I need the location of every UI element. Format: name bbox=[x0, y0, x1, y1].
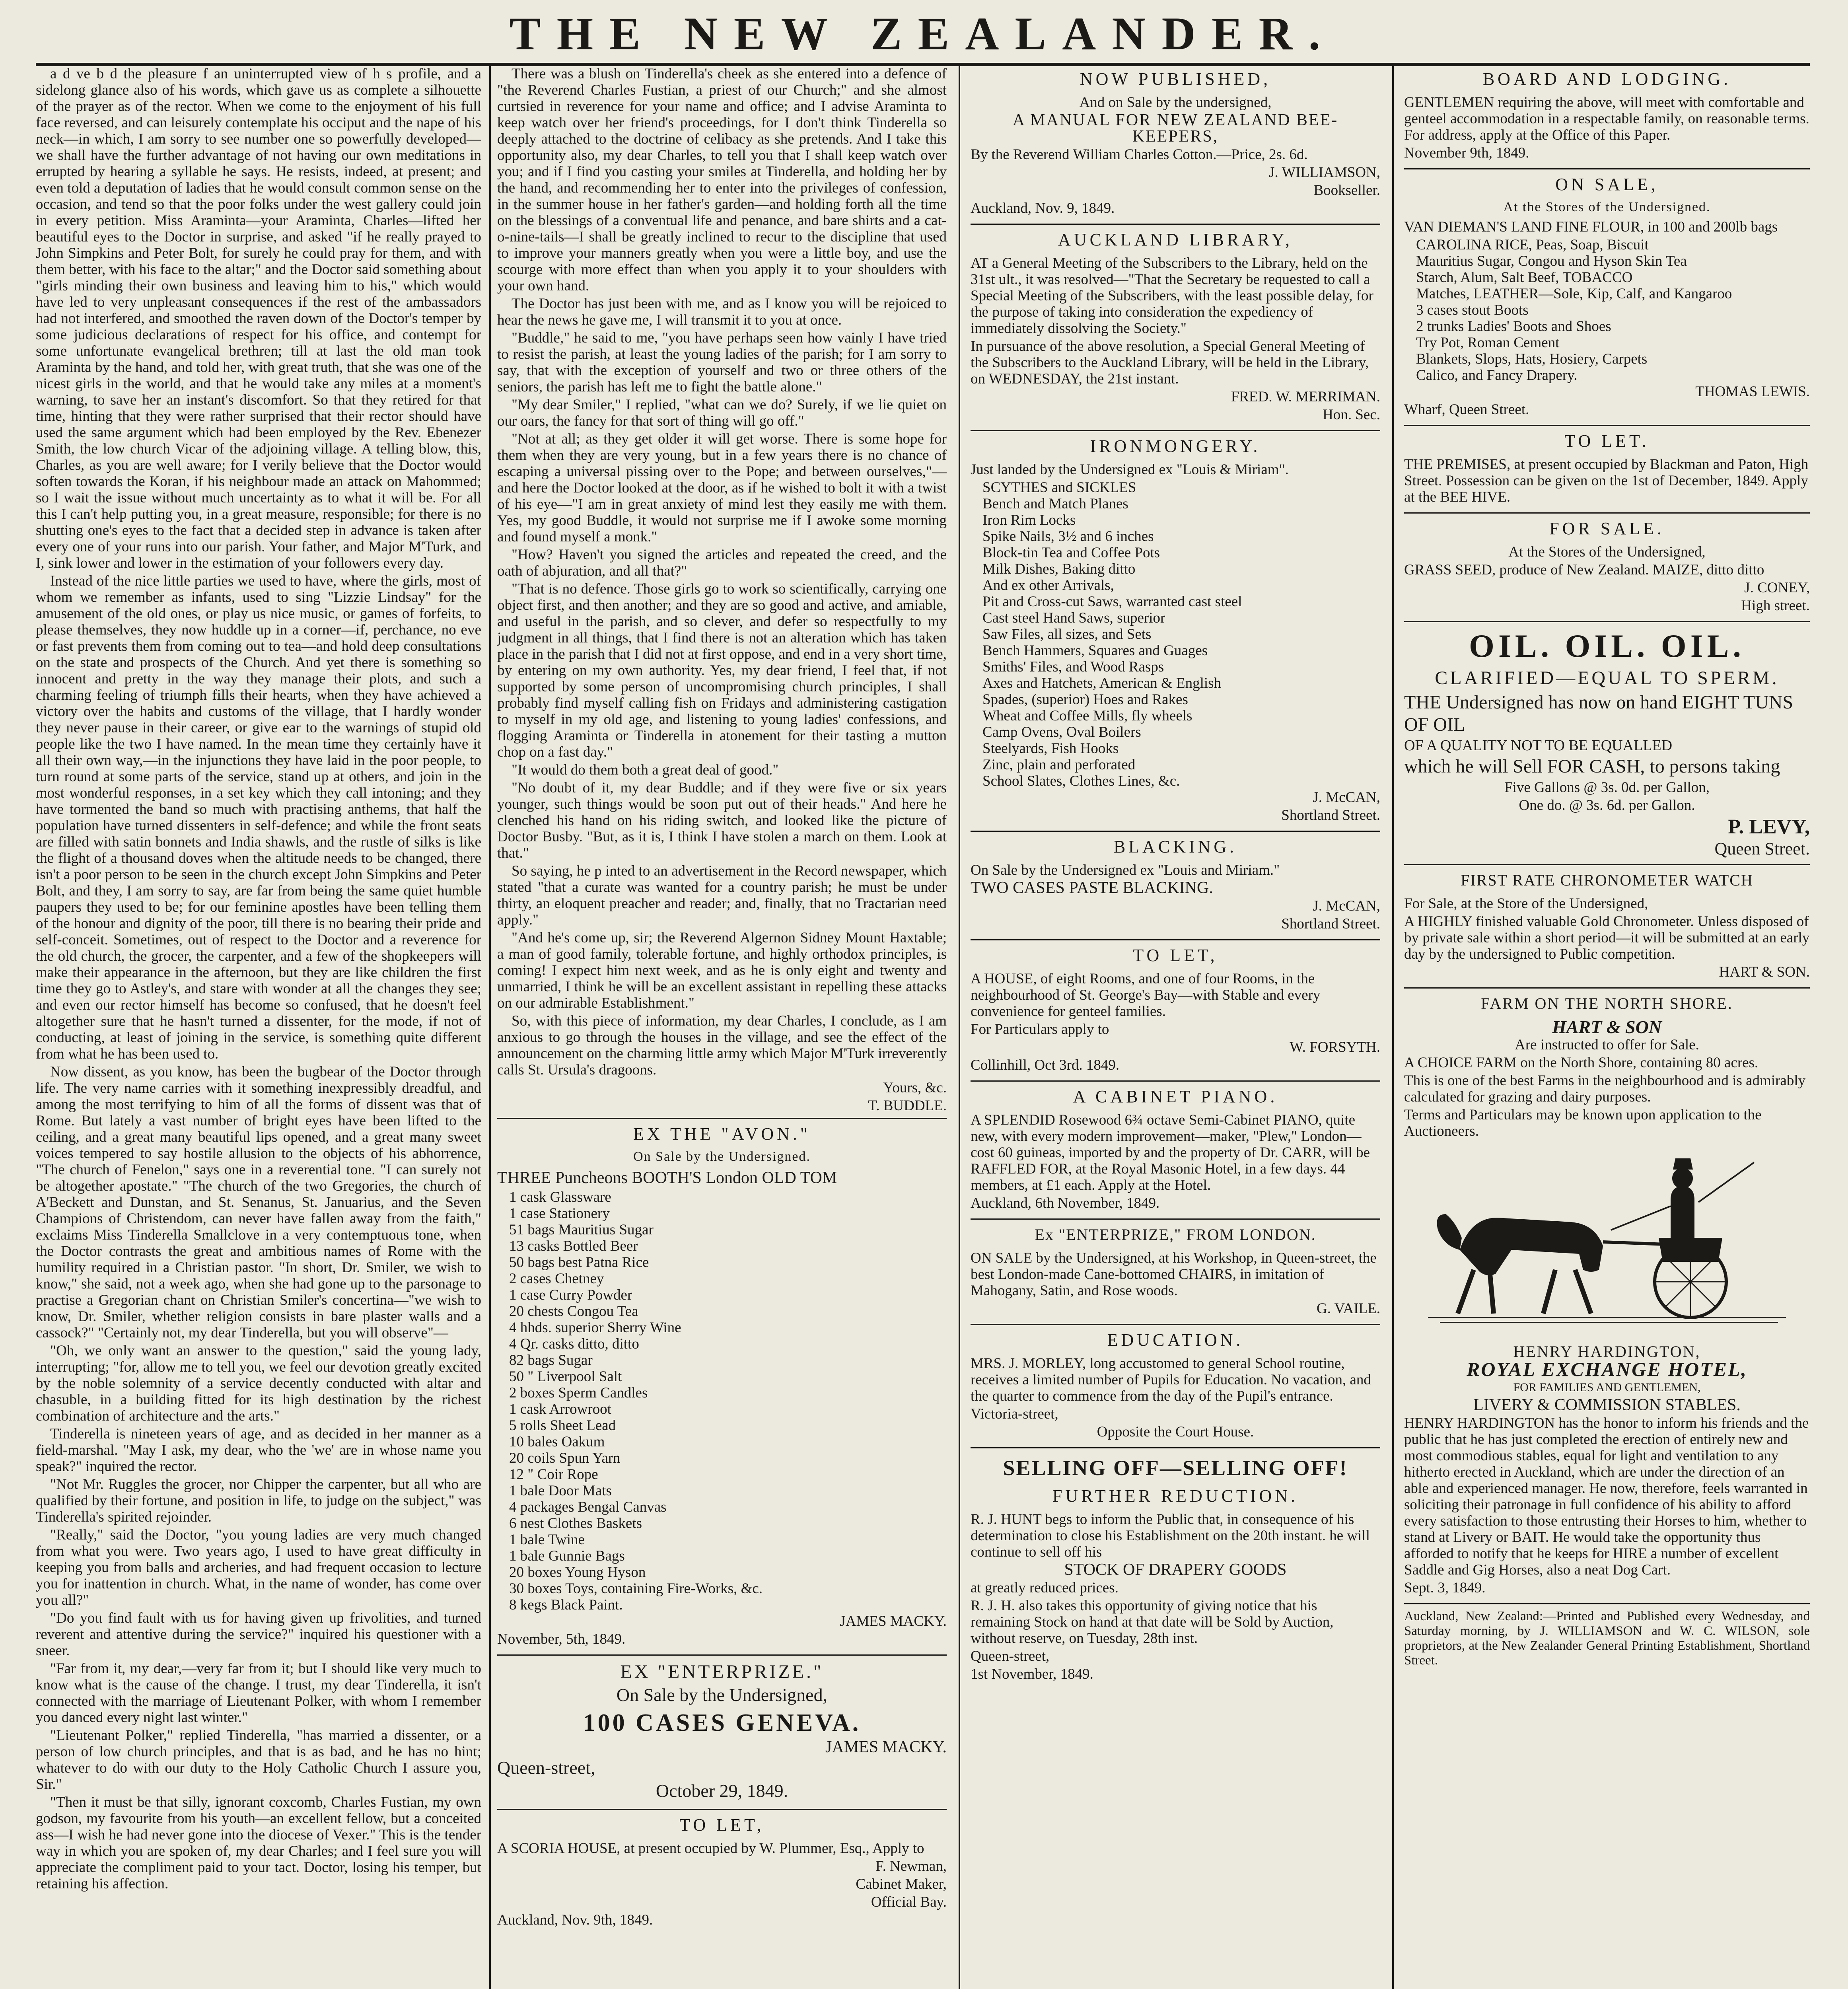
ad-signature: J. WILLIAMSON, bbox=[1269, 164, 1380, 181]
ad-heading: Ex "ENTERPRIZE," FROM LONDON. bbox=[1035, 1226, 1316, 1244]
ad-body: GENTLEMEN requiring the above, will meet with comfortable and genteel accommodation in a respectable family, on reasonable terms. For address, apply at the Office of this Paper. bbox=[1404, 94, 1809, 143]
ad-heading: NOW PUBLISHED, bbox=[1080, 69, 1271, 89]
ad-blacking bbox=[971, 837, 1380, 932]
ad-signature: P. LEVY, bbox=[1728, 815, 1810, 838]
divider bbox=[1404, 425, 1810, 426]
ad-subheading: CLARIFIED—EQUAL TO SPERM. bbox=[1435, 668, 1779, 689]
goods-list bbox=[1404, 237, 1810, 383]
ad-education bbox=[971, 1330, 1380, 1440]
article-paragraph: "Far from it, my dear,—very far from it; but I should like very much to know what is the cause of the change. I trust, my dear Tinderella, it isn't connected with the marriage of Lieutenant Polker, with whom I remember you danced every night last winter." bbox=[36, 1660, 481, 1726]
ad-farm bbox=[1404, 993, 1810, 1139]
ad-address: High street. bbox=[1741, 597, 1810, 614]
ad-body: at greatly reduced prices. bbox=[971, 1580, 1119, 1596]
list-item: Milk Dishes, Baking ditto bbox=[982, 561, 1136, 577]
ad-signature: THOMAS LEWIS. bbox=[1695, 383, 1810, 400]
ad-heading: OIL. OIL. OIL. bbox=[1469, 628, 1745, 664]
column-divider bbox=[489, 66, 491, 1989]
ad-to-let-house bbox=[971, 945, 1380, 1073]
ad-subheading: On Sale by the Undersigned. bbox=[633, 1149, 811, 1164]
list-item: Smiths' Files, and Wood Rasps bbox=[982, 659, 1164, 675]
imprint-footer bbox=[1404, 1609, 1810, 1668]
list-item: Blankets, Slops, Hats, Hosiery, Carpets bbox=[1416, 351, 1648, 367]
list-item: 4 packages Bengal Canvas bbox=[509, 1499, 667, 1515]
hotel-for: FOR FAMILIES AND GENTLEMEN, bbox=[1513, 1381, 1701, 1394]
divider bbox=[1404, 987, 1810, 989]
ad-address: Shortland Street. bbox=[1281, 807, 1380, 823]
column-2 bbox=[497, 66, 947, 1989]
ad-signature: HART & SON. bbox=[1719, 964, 1810, 980]
ad-body: GRASS SEED, produce of New Zealand. MAIZE, ditto ditto bbox=[1404, 562, 1764, 578]
ad-body: For Particulars apply to bbox=[971, 1021, 1109, 1037]
ad-address: Shortland Street. bbox=[1281, 916, 1380, 932]
ad-intro: Just landed by the Undersigned ex "Louis & Miriam". bbox=[971, 461, 1289, 478]
ad-selling-off bbox=[971, 1453, 1380, 1682]
ad-body: R. J. H. also takes this opportunity of giving notice that his remaining Stock on hand at that date will be Sold by Auction, without reserve, on Tuesday, 28th inst. bbox=[971, 1598, 1334, 1646]
ad-heading: EX THE "AVON." bbox=[633, 1124, 811, 1144]
list-item: And ex other Arrivals, bbox=[982, 577, 1114, 594]
ad-ironmongery bbox=[971, 436, 1380, 823]
divider bbox=[497, 1118, 947, 1119]
ad-body: ON SALE by the Undersigned, at his Workshop, in Queen-street, the best London-made Cane-bottomed CHAIRS, in imitation of Mahogany, Satin, and Rose woods. bbox=[971, 1250, 1377, 1299]
ad-address: Victoria-street, bbox=[971, 1406, 1058, 1422]
divider bbox=[971, 1324, 1380, 1325]
list-item: Saw Files, all sizes, and Sets bbox=[982, 626, 1152, 642]
ad-subheading: For Sale, at the Store of the Undersigned, bbox=[1404, 895, 1648, 912]
ad-price: One do. @ 3s. 6d. per Gallon. bbox=[1519, 797, 1695, 814]
ad-heading: BLACKING. bbox=[1113, 837, 1237, 856]
ad-heading: TO LET, bbox=[679, 1815, 764, 1835]
ad-title: A MANUAL FOR NEW ZEALAND BEE-KEEPERS, bbox=[1012, 111, 1338, 146]
article-paragraph: "My dear Smiler," I replied, "what can we do? Surely, if we lie quiet on our oars, the fancy for that sort of thing will go off." bbox=[497, 397, 947, 429]
ad-cabinet-piano bbox=[971, 1086, 1380, 1211]
list-item: School Slates, Clothes Lines, &c. bbox=[982, 773, 1180, 789]
ad-signature: W. FORSYTH. bbox=[1290, 1039, 1380, 1055]
ad-body: MRS. J. MORLEY, long accustomed to general School routine, receives a limited number of Pupils for Education. No vacation, and the quarter to commence from the day of the Pupil's entrance. bbox=[971, 1355, 1371, 1404]
list-item: CAROLINA RICE, Peas, Soap, Biscuit bbox=[1416, 237, 1649, 253]
ad-date: Auckland, Nov. 9, 1849. bbox=[971, 200, 1115, 216]
list-item: 10 bales Oakum bbox=[509, 1434, 605, 1450]
divider bbox=[971, 1447, 1380, 1448]
divider bbox=[1404, 168, 1810, 169]
ad-date: November 9th, 1849. bbox=[1404, 145, 1529, 161]
ad-to-let-premises bbox=[1404, 431, 1810, 505]
divider bbox=[497, 1809, 947, 1810]
list-item: 3 cases stout Boots bbox=[1416, 302, 1529, 318]
article-paragraph: "That is no defence. Those girls go to work so scientifically, carrying one object first, and then another; and they are so good and active, and amiable, and useful in the parish, and so clever, and defer so respectfully to my judgment in all things, that I find there is not an alteration which has taken place in the parish that I did not at first oppose, and end in a very short time, by entering on my own authority. Yes, my dear friend, I feel that, if not supported by some person of uncompromising church principles, I shall probably find myself calling fish on Fridays and administering castigation to myself in my old age, and listening to young ladies' confessions, and flogging Araminta or Tinderella in atonement for their tasting a mutton chop on a fast day." bbox=[497, 581, 947, 760]
list-item: 50 " Liverpool Salt bbox=[509, 1368, 622, 1385]
ad-signature: G. VAILE. bbox=[1317, 1300, 1380, 1317]
hotel-title: ROYAL EXCHANGE HOTEL, bbox=[1466, 1358, 1748, 1380]
ad-bee-keepers bbox=[971, 69, 1380, 216]
ad-grass-seed bbox=[1404, 518, 1810, 614]
ad-role: Bookseller. bbox=[1313, 182, 1380, 199]
ad-chronometer bbox=[1404, 870, 1810, 980]
letter-signature: T. BUDDLE. bbox=[868, 1098, 947, 1114]
ad-chairs bbox=[971, 1224, 1380, 1317]
ad-body: A HIGHLY finished valuable Gold Chronometer. Unless disposed of by private sale within a short period—it will be submitted at an early day by the undersigned to Public competition. bbox=[1404, 913, 1810, 962]
ad-heading: IRONMONGERY. bbox=[1090, 436, 1261, 456]
ad-heading: FOR SALE. bbox=[1549, 519, 1665, 538]
ad-signature: J. McCAN, bbox=[1313, 898, 1380, 914]
divider bbox=[497, 1654, 947, 1656]
ad-product: 100 CASES GENEVA. bbox=[583, 1709, 861, 1736]
list-item: 4 hhds. superior Sherry Wine bbox=[509, 1320, 681, 1336]
list-item: 20 chests Congou Tea bbox=[509, 1303, 638, 1320]
ad-ex-enterprize bbox=[497, 1660, 947, 1802]
article-paragraph: "No doubt of it, my dear Buddle; and if they were five or six years younger, such things would be soon put out of their heads." And here he clenched his hand on his riding switch, and looked like the picture of Doctor Busby. "But, as it is, I think I have stolen a march on them. Look at that." bbox=[497, 780, 947, 861]
ad-subheading: Are instructed to offer for Sale. bbox=[1515, 1037, 1699, 1053]
ad-body: By the Reverend William Charles Cotton.—Price, 2s. 6d. bbox=[971, 146, 1308, 163]
article-paragraph: "Then it must be that silly, ignorant coxcomb, Charles Fustian, my own godson, my favourite from his youth—an excellent fellow, but a conceited ass—I wish he had never gone into the diocese of Vexer." This is the tender way in which you are spoken of, my dear Charles; and I feel sure you will appreciate the compliment paid to your tact. Doctor, losing his temper, but retaining his affection. bbox=[36, 1794, 481, 1892]
article-continued bbox=[497, 66, 947, 1114]
ad-body: A SPLENDID Rosewood 6¾ octave Semi-Cabinet PIANO, quite new, with every modern improvement—maker, "Plew," London—cost 60 guineas, imported by and the property of Dr. CARR, will be RAFFLED FOR, at the Royal Masonic Hotel, in a few days. 44 members, at £1 each. Apply at the Hotel. bbox=[971, 1112, 1370, 1193]
ad-date: October 29, 1849. bbox=[656, 1781, 788, 1801]
ad-signature: Official Bay. bbox=[871, 1894, 947, 1910]
list-item: Try Pot, Roman Cement bbox=[1416, 335, 1560, 351]
divider bbox=[971, 224, 1380, 225]
list-item: Starch, Alum, Salt Beef, TOBACCO bbox=[1416, 269, 1633, 286]
ad-body: THE Undersigned has now on hand EIGHT TUNS OF OIL bbox=[1404, 692, 1794, 735]
ad-royal-exchange-hotel bbox=[1404, 1146, 1810, 1596]
article-paragraph: "It would do them both a great deal of good." bbox=[512, 762, 779, 778]
ad-body: OF A QUALITY NOT TO BE EQUALLED bbox=[1404, 737, 1673, 754]
ad-role: Hon. Sec. bbox=[1323, 407, 1380, 423]
ad-signature: Cabinet Maker, bbox=[856, 1876, 947, 1892]
list-item: 2 boxes Sperm Candles bbox=[509, 1385, 648, 1401]
goods-list bbox=[497, 1189, 947, 1613]
ad-heading: BOARD AND LODGING. bbox=[1482, 69, 1731, 89]
ad-date: Collinhill, Oct 3rd. 1849. bbox=[971, 1057, 1120, 1073]
list-item: 2 trunks Ladies' Boots and Shoes bbox=[1416, 318, 1611, 335]
list-item: Wheat and Coffee Mills, fly wheels bbox=[982, 708, 1192, 724]
list-item: 5 rolls Sheet Lead bbox=[509, 1417, 616, 1434]
list-item: 2 cases Chetney bbox=[509, 1271, 604, 1287]
ad-heading: AUCKLAND LIBRARY, bbox=[1058, 230, 1293, 249]
ad-heading: EX "ENTERPRIZE." bbox=[620, 1661, 824, 1682]
ad-body: R. J. HUNT begs to inform the Public that, in consequence of his determination to close his Establishment on the 20th instant. he will continue to sell off his bbox=[971, 1511, 1370, 1560]
list-item: Matches, LEATHER—Sole, Kip, Calf, and Kangaroo bbox=[1416, 286, 1732, 302]
list-item: 1 case Stationery bbox=[509, 1205, 610, 1222]
divider bbox=[971, 939, 1380, 940]
ad-address: Queen Street. bbox=[1714, 839, 1810, 858]
ad-board-lodging bbox=[1404, 69, 1810, 161]
ad-heading: A CABINET PIANO. bbox=[1073, 1087, 1278, 1106]
list-item: Bench and Match Planes bbox=[982, 496, 1128, 512]
ad-signature: F. Newman, bbox=[875, 1858, 947, 1874]
ad-subheading: At the Stores of the Undersigned, bbox=[1508, 544, 1706, 560]
column-divider bbox=[959, 66, 960, 1989]
column-1-article bbox=[36, 66, 481, 1989]
article-paragraph: "Not at all; as they get older it will get worse. There is some hope for them when they are very young, but in a few years there is no chance of escaping a universal pissing over to the Pope; and between ourselves,"—and here the Doctor looked at the door, as if he wished to bolt it with a twist of his eye—"I am in great anxiety of mind lest they easily me with them. Yes, my good Buddle, it would not surprise me if I awoke some morning and found myself a monk." bbox=[497, 431, 947, 545]
article-paragraph: Instead of the nice little parties we used to have, where the girls, most of whom we remember as infants, used to sing "Lizzie Lindsay" for the amusement of the old ones, or play us nice music, or games of forfeits, to please themselves, they now huddle up in a corner—if, perchance, no eve or fast prevents them from coming out to tea—and hold deep consultations on the state and prospects of the Church. And yet there is something so innocent and pretty in the way they manage their plots, and such a charming feeling of triumph fills their hearts, when they have achieved a victory over the habits and customs of the village, that I hardly wonder they never pause in their career, or give ear to the warnings of stupid old people like the two I have named. In the mean time they certainly have it all their own way,—in the injunctions they have laid in the poor people, to turn round at some parts of the service, stand up at others, and join in the most wonderful responses, in a set key which they call intoning; and they have tormented the band so much with practising anthems, that half the population have turned dissenters in self-defence; and while the front seats are filled with satin bonnets and India shawls, and the rustle of silks is like the flight of a thousand doves when the altitude needs to be changed, there isn't a poor person to be seen in the church except John Simpkins and Peter Bolt, and they, I am sorry to say, are far from being the same quiet humble paupers they used to be; for our feminine apostles have been telling them of the honour and dignity of the poor, till there is no bearing their pride and self-conceit. Sometimes, out of respect to the Doctor and a reverence for the old church, the grocer, the carpenter, and a few of the shopkeepers will make their appearance in the afternoon, but they are like children the first time they go to Astley's, and stare with wonder at all the changes they see; and even our rector himself has become so confused, that he doesn't feel altogether sure that he hasn't turned a dissenter, for the mode, if not of conducting, at least of joining in the service, is something quite different from what he has been used to. bbox=[36, 573, 481, 1062]
list-item: Iron Rim Locks bbox=[982, 512, 1076, 528]
list-item: Bench Hammers, Squares and Guages bbox=[982, 642, 1208, 659]
ad-price: Five Gallons @ 3s. 0d. per Gallon, bbox=[1504, 779, 1710, 796]
list-item: 12 " Coir Rope bbox=[509, 1466, 598, 1483]
article-paragraph: "Oh, we only want an answer to the question," said the young lady, interrupting; "for, allow me to tell you, we feel our devotion greatly excited by the noble solemnity of a service decently conducted with altar and chasuble, in a building fitted for its high destination by the richest combination of architecture and the arts." bbox=[36, 1343, 481, 1424]
ad-date: Auckland, 6th November, 1849. bbox=[971, 1195, 1160, 1211]
list-item: 6 nest Clothes Baskets bbox=[509, 1515, 642, 1532]
hotel-stables: LIVERY & COMMISSION STABLES. bbox=[1473, 1396, 1741, 1414]
letter-closing: Yours, &c. bbox=[883, 1080, 947, 1096]
divider bbox=[1404, 1603, 1810, 1604]
ad-auckland-library bbox=[971, 230, 1380, 423]
list-item: 50 bags best Patna Rice bbox=[509, 1254, 649, 1271]
list-item: 30 boxes Toys, containing Fire-Works, &c. bbox=[509, 1580, 763, 1597]
ad-heading: TO LET. bbox=[1564, 431, 1650, 451]
ad-address: Queen-street, bbox=[497, 1757, 595, 1778]
list-item: Mauritius Sugar, Congou and Hyson Skin Tea bbox=[1416, 253, 1687, 269]
list-item: 1 bale Gunnie Bags bbox=[509, 1548, 625, 1564]
list-item: 1 cask Glassware bbox=[509, 1189, 611, 1205]
ad-firm: HART & SON bbox=[1552, 1017, 1662, 1037]
list-item: 20 boxes Young Hyson bbox=[509, 1564, 646, 1580]
ad-date: 1st November, 1849. bbox=[971, 1666, 1093, 1682]
ad-body: Terms and Particulars may be known upon application to the Auctioneers. bbox=[1404, 1107, 1762, 1139]
column-3 bbox=[971, 66, 1380, 1989]
masthead bbox=[36, 8, 1810, 60]
article-paragraph: So saying, he p inted to an advertisement in the Record newspaper, which stated "that a curate was wanted for a country parish; he must be under thirty, an eloquent preacher and reader; and, finally, that no Tractarian need apply." bbox=[497, 863, 947, 928]
ad-body: THE PREMISES, at present occupied by Blackman and Paton, High Street. Possession can be given on the 1st of December, 1849. Apply at the BEE HIVE. bbox=[1404, 456, 1809, 505]
horse-and-gig-engraving bbox=[1404, 1150, 1810, 1337]
list-item: Pit and Cross-cut Saws, warranted cast steel bbox=[982, 594, 1242, 610]
ad-body: A CHOICE FARM on the North Shore, containing 80 acres. bbox=[1404, 1055, 1759, 1071]
ad-ex-avon bbox=[497, 1124, 947, 1647]
ad-signature: JAMES MACKY. bbox=[825, 1738, 947, 1756]
ad-subheading: At the Stores of the Undersigned. bbox=[1503, 200, 1711, 214]
list-item: 82 bags Sugar bbox=[509, 1352, 593, 1368]
ad-line: On Sale by the Undersigned, bbox=[616, 1685, 828, 1705]
article-paragraph: Now dissent, as you know, has been the bugbear of the Doctor through life. The very name carries with it something inexpressibly dreadful, and among the most terrifying to him of all the forms of dissent was that of Rome. But lately a vast number of bright eyes have been lifted to the ceiling, and a great many beautiful lips opened, and a great many sweet voices tempered to say hostile allusion to the objects of his abhorrence, "The church of Fenelon," says one in a reverential tone. "I can surely not be altogether apostate." "The church of the two Gregories, the church of A'Beckett and Dunstan, and St. Senanus, St. Januarius, and the Seven Champions of Christendom, can never have fallen away from the faith," exclaims Miss Tinderella Smallclove in a very contemptuous tone, when the Doctor contrasts the great and ambitious names of Rome with the humility required in a Christian pastor. "In short, Dr. Smiler, we wish to know," she said, not a week ago, when she had gone up to the parsonage to practise a Gregorian chant on Christian Smiler's concertina—"we wish to know, Dr. Smiler, whether religion consists in bare plaster walls and a cassock?" "Certainly not, my dear Tinderella, but you will observe"— bbox=[36, 1064, 481, 1341]
ad-heading: FARM ON THE NORTH SHORE. bbox=[1481, 994, 1733, 1012]
list-item: Spades, (superior) Hoes and Rakes bbox=[982, 691, 1188, 708]
ad-heading: SELLING OFF—SELLING OFF! bbox=[1003, 1456, 1348, 1480]
newspaper-title: THE NEW ZEALANDER. bbox=[509, 8, 1336, 60]
ad-intro: THREE Puncheons BOOTH'S London OLD TOM bbox=[497, 1169, 837, 1187]
ad-body: HENRY HARDINGTON has the honor to inform his friends and the public that he has just completed the erection of entirely new and most commodious stables, equal for light and ventilation to any hitherto erected in Auckland, which are under the direction of an able and experienced manager. He now, therefore, feels warranted in soliciting their patronage in full confidence of his ability to afford every satisfaction to those entrusting their Horses to him, whether to stand at Livery or BAIT. He would take the opportunity thus afforded to notify that he keeps for HIRE a number of excellent Saddle and Gig Horses, also a neat Dog Cart. bbox=[1404, 1415, 1809, 1578]
ad-intro: On Sale by the Undersigned ex "Louis and Miriam." bbox=[971, 862, 1280, 878]
ad-signature: JAMES MACKY. bbox=[840, 1613, 947, 1629]
list-item: Zinc, plain and perforated bbox=[982, 757, 1136, 773]
ad-address: Opposite the Court House. bbox=[1097, 1424, 1254, 1440]
divider bbox=[971, 1218, 1380, 1220]
ad-heading: ON SALE, bbox=[1555, 175, 1659, 194]
ad-date: Sept. 3, 1849. bbox=[1404, 1580, 1486, 1596]
ad-body: A SCORIA HOUSE, at present occupied by W. Plummer, Esq., Apply to bbox=[497, 1840, 924, 1857]
divider bbox=[971, 1080, 1380, 1082]
article-paragraph: Tinderella is nineteen years of age, and as decided in her manner as a field-marshal. "May I ask, my dear, who the 'we' are in whose name you speak?" inquired the rector. bbox=[36, 1426, 481, 1475]
list-item: 51 bags Mauritius Sugar bbox=[509, 1222, 654, 1238]
divider bbox=[1404, 512, 1810, 514]
article-paragraph: "And he's come up, sir; the Reverend Algernon Sidney Mount Haxtable; a man of good family, tolerable fortune, and highly orthodox principles, is coming! I expect him next week, and as he is only eight and twenty and unmarried, I think he will be an excellent assistant in repelling these attacks on our admirable Establishment." bbox=[497, 930, 947, 1011]
ad-body: VAN DIEMAN'S LAND FINE FLOUR, in 100 and 200lb bags bbox=[1404, 219, 1778, 235]
ad-subheading: FURTHER REDUCTION. bbox=[1052, 1486, 1299, 1506]
divider bbox=[971, 430, 1380, 431]
article-paragraph: "Lieutenant Polker," replied Tinderella, "has married a dissenter, or a person of low church principles, and that is as bad, and he has no hint; whatever to do with our duty to the Holy Catholic Church I assure you, Sir." bbox=[36, 1727, 481, 1792]
divider bbox=[1404, 864, 1810, 865]
ad-heading: TO LET, bbox=[1133, 946, 1218, 965]
list-item: SCYTHES and SICKLES bbox=[982, 479, 1136, 496]
ad-address: Queen-street, bbox=[971, 1648, 1050, 1664]
ad-signature: J. McCAN, bbox=[1313, 789, 1380, 806]
list-item: Cast steel Hand Saws, superior bbox=[982, 610, 1165, 626]
list-item: 13 casks Bottled Beer bbox=[509, 1238, 638, 1254]
list-item: 1 cask Arrowroot bbox=[509, 1401, 611, 1417]
list-item: Axes and Hatchets, American & English bbox=[982, 675, 1222, 691]
ad-subheading: And on Sale by the undersigned, bbox=[1079, 94, 1272, 111]
article-paragraph: "Buddle," he said to me, "you have perhaps seen how vainly I have tried to resist the parish, at least the young ladies of the parish; for I am sorry to say, that with the exception of yourself and two or three others of the seniors, the parish has left me to fight the battle alone." bbox=[497, 330, 947, 395]
article-paragraph: "Not Mr. Ruggles the grocer, nor Chipper the carpenter, but all who are qualified by their fortune, and position in life, to judge on the subject," was Tinderella's spirited rejoinder. bbox=[36, 1476, 481, 1525]
ad-heading: FIRST RATE CHRONOMETER WATCH bbox=[1461, 871, 1753, 889]
ad-body: which he will Sell FOR CASH, to persons taking bbox=[1404, 756, 1780, 777]
column-divider bbox=[1392, 66, 1394, 1989]
article-paragraph: "How? Haven't you signed the articles and repeated the creed, and the oath of abjuration, and all that?" bbox=[497, 547, 947, 579]
list-item: Spike Nails, 3½ and 6 inches bbox=[982, 528, 1154, 545]
article-paragraph: So, with this piece of information, my dear Charles, I conclude, as I am anxious to go through the houses in the village, and see the effect of the announcement on the charming little army which Major M'Turk irreverently calls St. Ursula's dragoons. bbox=[497, 1013, 947, 1078]
ad-date: November, 5th, 1849. bbox=[497, 1631, 626, 1647]
ad-date: Auckland, Nov. 9th, 1849. bbox=[497, 1912, 653, 1928]
list-item: 1 bale Door Mats bbox=[509, 1483, 612, 1499]
column-4 bbox=[1404, 66, 1810, 1989]
article-paragraph: There was a blush on Tinderella's cheek as she entered into a defence of "the Reverend Charles Fustian, a priest of our Church;" and she almost curtsied in reverence for your name and office; and I advise Araminta to keep watch over her friend's proceedings, for I don't think Tinderella so deeply attached to the doctrine of celibacy as she pretends. And I take this opportunity also, my dear Charles, to tell you that I shall keep watch over you; and if I find you casting your smiles at Tinderella, and holding her by the hand, and recommending her to enter into the privileges of confession, in the summer house in her father's garden—and holding forth all the time on the blessings of a conventual life and penance, and bare shirts and a cat-o-nine-tails—I shall be greatly inclined to recur to the discipline that used to improve your manners greatly when you were a little boy, and use the scourge with more effect than when you apply it to your shoulders with your own hand. bbox=[497, 66, 947, 294]
hotel-proprietor: HENRY HARDINGTON, bbox=[1513, 1343, 1701, 1360]
divider bbox=[971, 831, 1380, 832]
article-paragraph: The Doctor has just been with me, and as I know you will be rejoiced to hear the news he gave me, I will transmit it to you at once. bbox=[497, 296, 947, 328]
list-item: Block-tin Tea and Coffee Pots bbox=[982, 545, 1160, 561]
ad-body: A HOUSE, of eight Rooms, and one of four Rooms, in the neighbourhood of St. George's Bay—with Stable and every convenience for genteel families. bbox=[971, 971, 1321, 1020]
article-paragraph: "Do you find fault with us for having given up frivolities, and turned reverent and attentive during the service?" inquired his questioner with a sneer. bbox=[36, 1610, 481, 1659]
list-item: 8 kegs Black Paint. bbox=[509, 1597, 623, 1613]
ad-oil bbox=[1404, 627, 1810, 857]
ad-stock: STOCK OF DRAPERY GOODS bbox=[1064, 1561, 1287, 1579]
list-item: 4 Qr. casks ditto, ditto bbox=[509, 1336, 639, 1352]
list-item: 1 bale Twine bbox=[509, 1532, 585, 1548]
ad-to-let-scoria bbox=[497, 1815, 947, 1928]
goods-list bbox=[971, 479, 1380, 789]
ad-signature: FRED. W. MERRIMAN. bbox=[1231, 389, 1380, 405]
ad-body: TWO CASES PASTE BLACKING. bbox=[971, 879, 1213, 897]
divider bbox=[1404, 621, 1810, 622]
list-item: 1 case Curry Powder bbox=[509, 1287, 632, 1303]
ad-body: AT a General Meeting of the Subscribers to the Library, held on the 31st ult., it was resolved—"That the Secretary be requested to call a Special Meeting of the Subscribers, with the least possible delay, for the purpose of taking into consideration the expediency of immediately dissolving the Society." bbox=[971, 255, 1373, 337]
ad-signature: J. CONEY, bbox=[1744, 580, 1810, 596]
ad-address: Wharf, Queen Street. bbox=[1404, 401, 1529, 418]
article-paragraph: "Really," said the Doctor, "you young ladies are very much changed from what you were. Two years ago, I used to have great difficulty in keeping you from balls and archeries, and had frequent occasion to lecture you for inattention in church. What, in the name of wonder, has come over you all?" bbox=[36, 1527, 481, 1608]
ad-heading: EDUCATION. bbox=[1107, 1330, 1244, 1350]
imprint-text: Auckland, New Zealand:—Printed and Published every Wednesday, and Saturday morning, by J. WILLIAMSON and W. C. WILSON, sole proprietors, at the New Zealander General Printing Establishment, Shortland Street. bbox=[1404, 1609, 1810, 1668]
article-paragraph: a d ve b d the pleasure f an uninterrupted view of h s profile, and a sidelong glance also of his words, which gave us as complete a silhouette of the prayer as of the rector. When we come to the enjoyment of his full face reversed, and can leisurely contemplate his occiput and the nape of his neck—in which, I am sorry to see number one so powerfully developed—we shall have the further advantage of not having our own meditations in errupted by hearing a syllable he says. He resists, indeed, at present; and even told a deputation of ladies that he would consult common sense on the occasion, and tend so that the poor folks under the west gallery could join in every petition. Miss Araminta—your Araminta, Charles—lifted her beautiful eyes to the Doctor in surprise, and asked "if he really prayed to John Simpkins and Peter Bolt, for surely he could pray for them, and with them better, with his face to the altar;" and the Doctor said something about "girls minding their own business and leaving him to his," which would have led to very unpleasant consequences if the rest of the ambassadors had not interfered, and smoothed the raven down of the Doctor's temper by some judicious declarations of respect for his office, and contempt for some unfortunate evangelical brethren; till at last the old man took Araminta by the hand, and told her, with great truth, that she was one of the nicest girls in the world, and that he would take any miles at a moment's warning, to save her an instant's discomfort. So that they retired for that time, hinting that they were rather surprised that their rector should have used the same argument which had been employed by the Rev. Ebenezer Smith, the low church Vicar of the adjoining village. A telling blow, this, Charles, as you are well aware; for I verily believe that the Doctor would soften towards the Koran, if his neighbour made an attack on Mahommed; so I wait the issue without much uncertainty as to what it will be. For all this I can't help putting you, in a great measure, responsible; for there is no shutting one's eyes to the fact that a decided step in advance is taken after every one of your runs into our parish. Your father, and Major M'Turk, and I, sink lower and lower in the estimation of your followers every day. bbox=[36, 66, 481, 571]
ad-body: This is one of the best Farms in the neighbourhood and is admirably calculated for grazing and dairy purposes. bbox=[1404, 1072, 1806, 1105]
list-item: Steelyards, Fish Hooks bbox=[982, 740, 1119, 757]
list-item: Calico, and Fancy Drapery. bbox=[1416, 367, 1578, 383]
list-item: 20 coils Spun Yarn bbox=[509, 1450, 621, 1466]
ad-on-sale-flour bbox=[1404, 174, 1810, 418]
list-item: Camp Ovens, Oval Boilers bbox=[982, 724, 1141, 740]
ad-body: In pursuance of the above resolution, a Special General Meeting of the Subscribers to the Auckland Library, will be held in the Library, on WEDNESDAY, the 21st instant. bbox=[971, 338, 1369, 387]
